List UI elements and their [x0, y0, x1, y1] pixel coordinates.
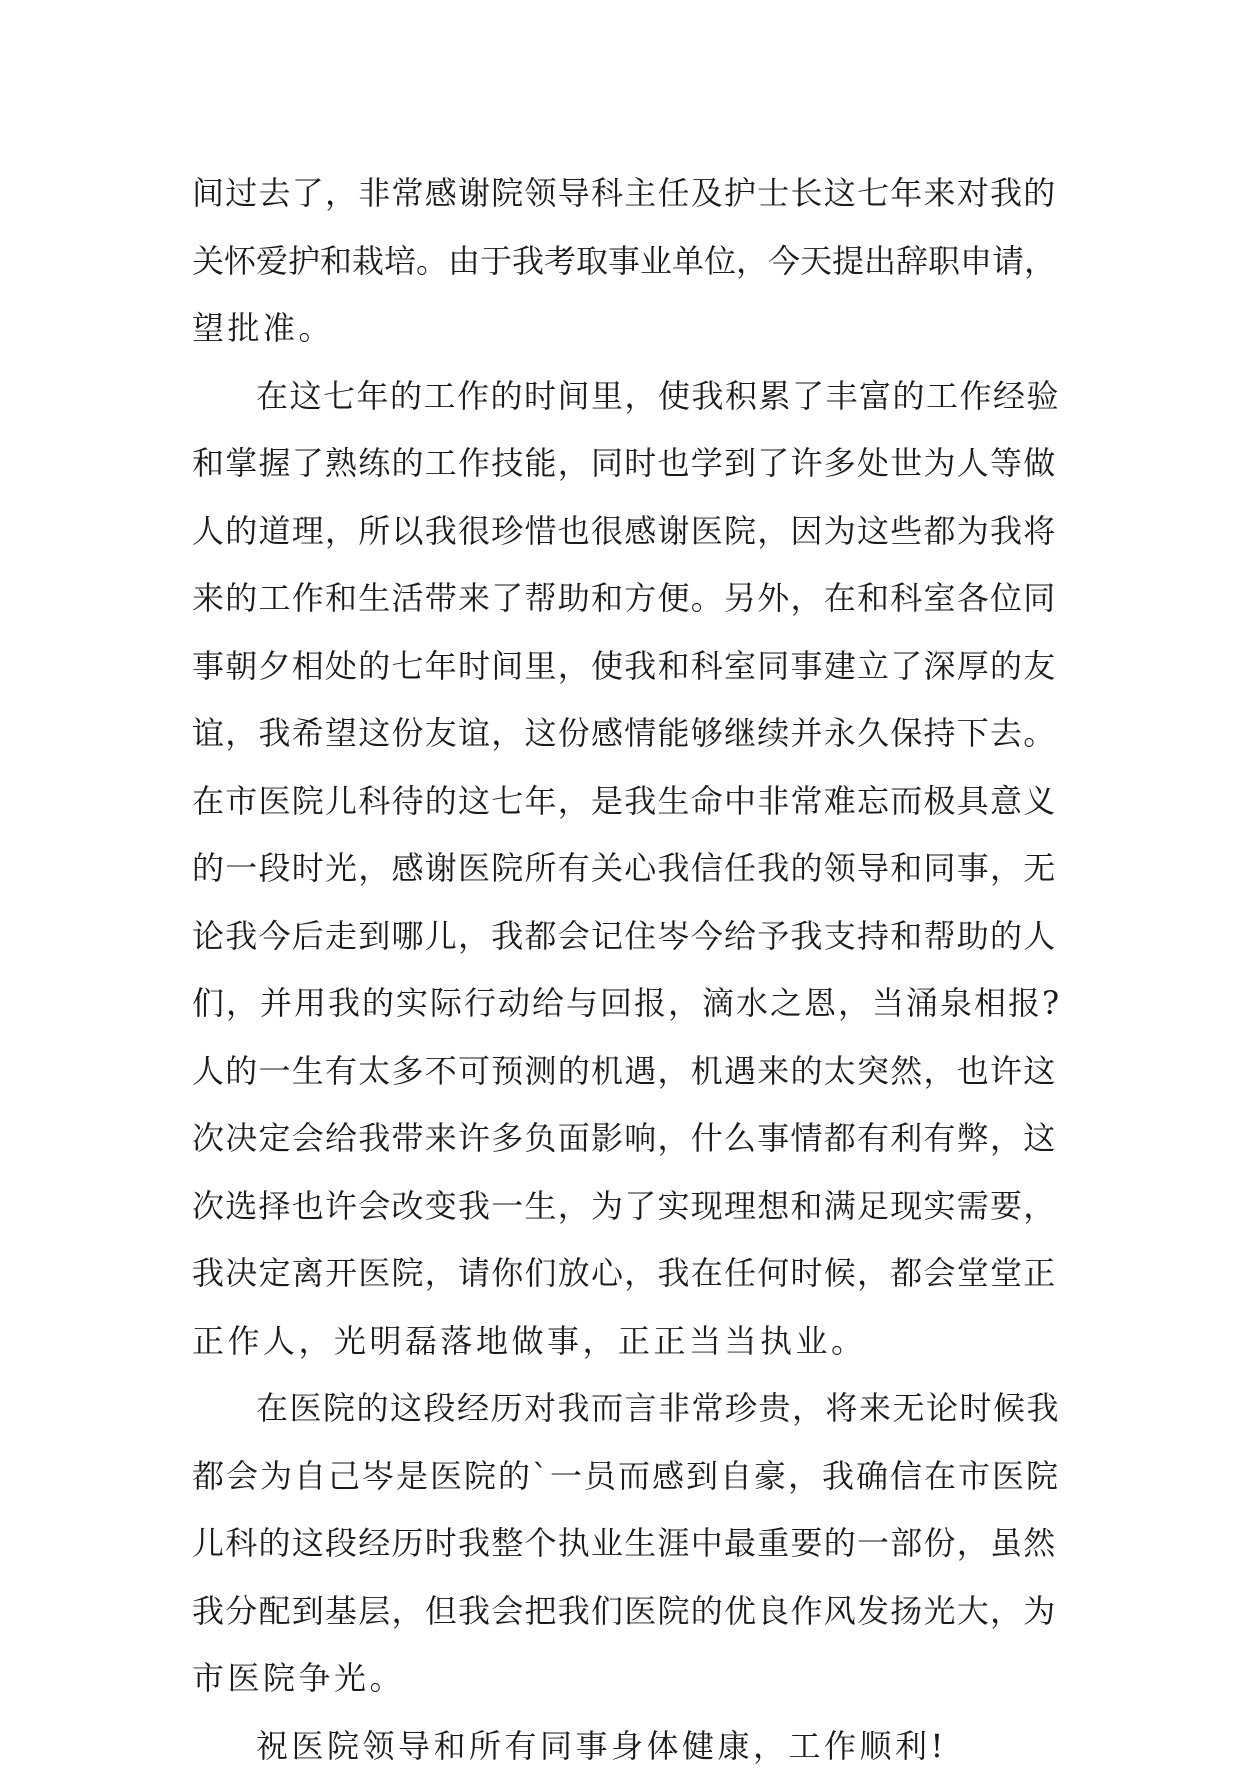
text-line: 次决定会给我带来许多负面影响，什么事情都有利有弊，这: [192, 1105, 1062, 1173]
letter-body: [192, 160, 1062, 1780]
text-line: 正作人，光明磊落地做事，正正当当执业。: [192, 1308, 1062, 1376]
text-line: 市医院争光。: [192, 1645, 1062, 1713]
paragraph-start-line: 在医院的这段经历对我而言非常珍贵，将来无论时候我: [192, 1375, 1062, 1443]
text-line: 次选择也许会改变我一生，为了实现理想和满足现实需要，: [192, 1173, 1062, 1241]
text-line: 关怀爱护和栽培。由于我考取事业单位，今天提出辞职申请，: [192, 228, 1062, 296]
text-line: 谊，我希望这份友谊，这份感情能够继续并永久保持下去。: [192, 700, 1062, 768]
text-line: 事朝夕相处的七年时间里，使我和科室同事建立了深厚的友: [192, 633, 1062, 701]
text-line: 的一段时光，感谢医院所有关心我信任我的领导和同事，无: [192, 835, 1062, 903]
paragraph-start-line: 在这七年的工作的时间里，使我积累了丰富的工作经验: [192, 363, 1062, 431]
text-line: 我分配到基层，但我会把我们医院的优良作风发扬光大，为: [192, 1578, 1062, 1646]
closing-wish-line: 祝医院领导和所有同事身体健康，工作顺利!: [192, 1713, 1062, 1780]
text-line: 和掌握了熟练的工作技能，同时也学到了许多处世为人等做: [192, 430, 1062, 498]
text-line: 们，并用我的实际行动给与回报，滴水之恩，当涌泉相报?: [192, 970, 1062, 1038]
text-line: 人的道理，所以我很珍惜也很感谢医院，因为这些都为我将: [192, 498, 1062, 566]
text-line: 间过去了，非常感谢院领导科主任及护士长这七年来对我的: [192, 160, 1062, 228]
text-line: 望批准。: [192, 295, 1062, 363]
text-line: 来的工作和生活带来了帮助和方便。另外，在和科室各位同: [192, 565, 1062, 633]
text-line: 我决定离开医院，请你们放心，我在任何时候，都会堂堂正: [192, 1240, 1062, 1308]
text-line: 论我今后走到哪儿，我都会记住岑今给予我支持和帮助的人: [192, 903, 1062, 971]
text-line: 儿科的这段经历时我整个执业生涯中最重要的一部份，虽然: [192, 1510, 1062, 1578]
text-line: 都会为自己岑是医院的`一员而感到自豪，我确信在市医院: [192, 1443, 1062, 1511]
text-line: 人的一生有太多不可预测的机遇，机遇来的太突然，也许这: [192, 1038, 1062, 1106]
text-line: 在市医院儿科待的这七年，是我生命中非常难忘而极具意义: [192, 768, 1062, 836]
